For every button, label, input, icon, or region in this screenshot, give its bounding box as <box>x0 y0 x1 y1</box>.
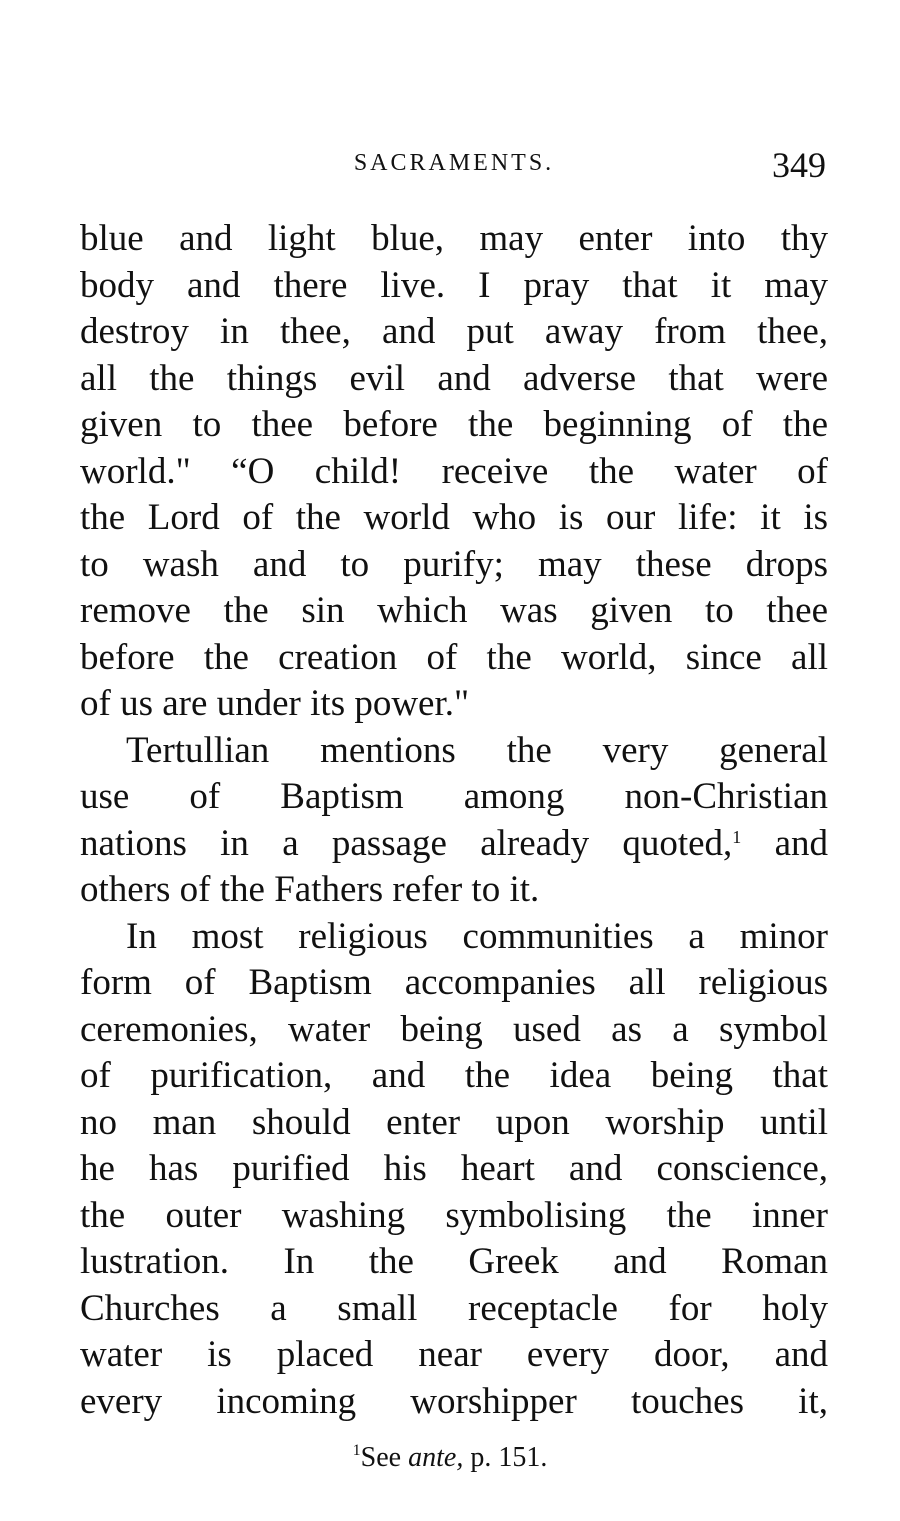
running-head <box>80 144 828 184</box>
text-line-with-footnote <box>80 821 828 868</box>
text-line: blue and light blue, may enter into thy <box>80 218 828 259</box>
text-line: of us are under its power." <box>80 683 470 724</box>
text-line: every incoming worshipper touches it, <box>80 1380 828 1422</box>
text-line: the outer washing symbolising the inner <box>80 1194 828 1236</box>
footnote-mark: 1 <box>352 1442 361 1459</box>
text-line: Churches a small receptacle for holy <box>80 1287 828 1329</box>
footnote-suffix: p. 151. <box>463 1442 548 1473</box>
text-line: all the things evil and adverse that were <box>80 357 828 399</box>
footnote-prefix: See <box>360 1442 409 1473</box>
text-line: others of the Fathers refer to it. <box>80 869 540 910</box>
text-line: to wash and to purify; may these drops <box>80 543 828 585</box>
paragraph-first-line: In most religious communities a minor <box>126 915 828 957</box>
text-line: he has purified his heart and conscience, <box>80 1148 828 1189</box>
text-line: ceremonies, water being used as a symbol <box>80 1008 828 1050</box>
text-line: water is placed near every door, and <box>80 1334 828 1375</box>
text-line: no man should enter upon worship until <box>80 1101 828 1143</box>
text-line: before the creation of the world, since all <box>80 636 828 678</box>
running-title: SACRAMENTS. <box>353 150 555 176</box>
footnote-ref-italic: ante, <box>408 1442 464 1473</box>
text-line: world." “O child! receive the water of <box>80 450 828 492</box>
paragraph-first-line: Tertullian mentions the very general <box>126 729 828 771</box>
footnote <box>0 1442 900 1474</box>
text-line: given to thee before the beginning of the <box>80 404 828 445</box>
text-line: form of Baptism accompanies all religious <box>80 962 828 1003</box>
text-line: use of Baptism among non-Christian <box>80 776 828 817</box>
text-line: the Lord of the world who is our life: it is <box>80 497 828 538</box>
text-line-start: nations in a passage already quoted, <box>80 822 733 864</box>
text-line: remove the sin which was given to thee <box>80 590 828 631</box>
footnote-reference[interactable]: 1 <box>732 826 742 847</box>
text-line: body and there live. I pray that it may <box>80 264 828 306</box>
text-line: lustration. In the Greek and Roman <box>80 1241 828 1282</box>
text-line: destroy in thee, and put away from thee, <box>80 311 828 352</box>
body-text <box>80 216 828 1425</box>
text-line: of purification, and the idea being that <box>80 1055 828 1096</box>
text-line-end: and <box>741 822 828 864</box>
page-number: 349 <box>772 145 826 185</box>
